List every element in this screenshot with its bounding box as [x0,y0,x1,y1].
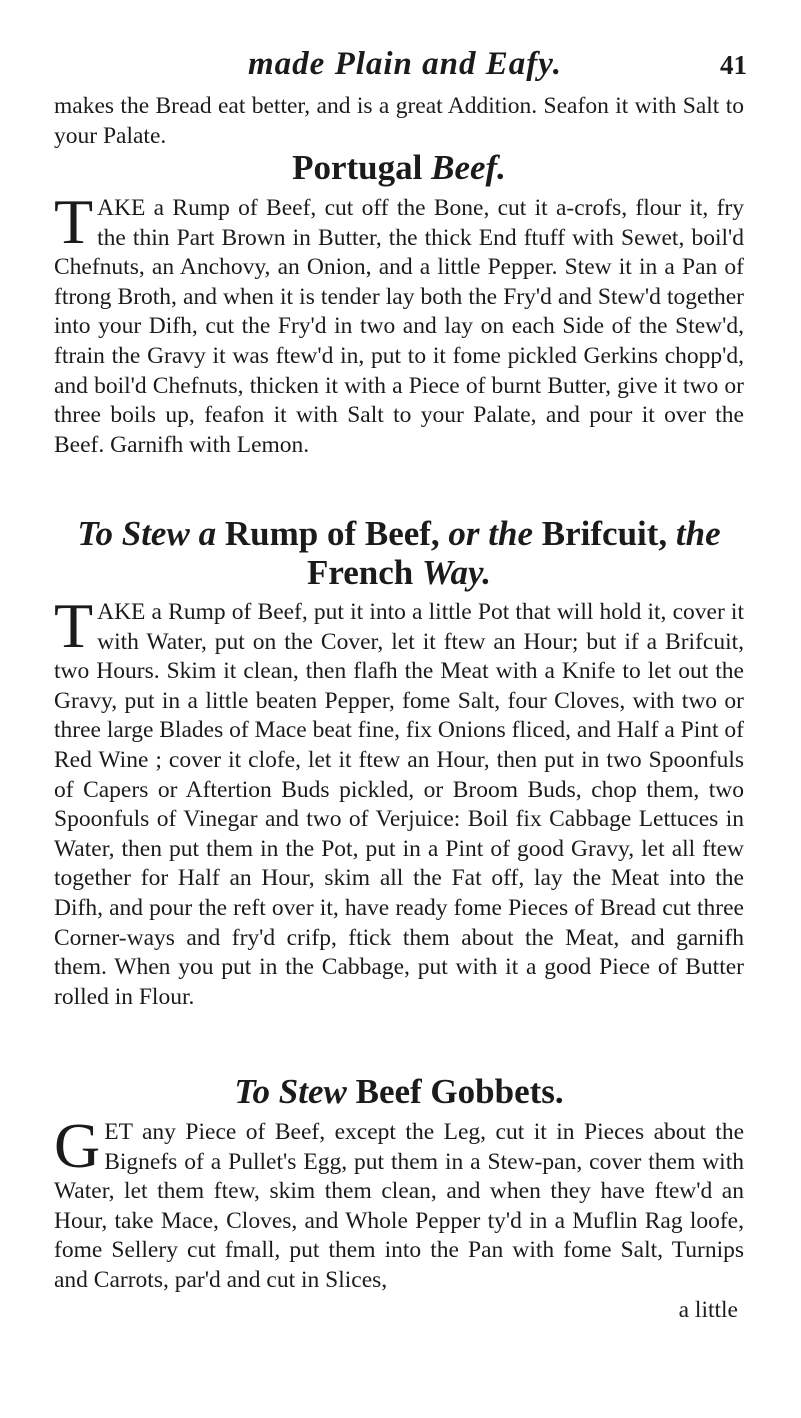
recipe-body [54,590,744,1012]
intro-paragraph-block [54,92,744,151]
heading-part-italic: To Stew a [77,514,225,553]
heading-part-italic: the [675,514,721,553]
drop-cap: T [54,590,94,661]
recipe-heading [54,148,744,188]
recipe-portugal-beef [54,148,744,460]
recipe-heading [54,1072,744,1112]
recipe-text: AKE a Rump of Beef, cut off the Bone, cut it a-crofs, flour it, fry the thin Part Brown in Butter, the thick End ftuff with Sewet, boil'd Chefnuts, an Anchovy, an Onion, and a little Pepper. Stew it in a Pan of ftrong Broth, and when it is tender lay both the Fry'd and Stew'd together into your Difh, cut the Fry'd in two and lay on each Side of the Stew'd, ftrain the Gravy it was ftew'd in, put to it fome pickled Gerkins chopp'd, and boil'd Chefnuts, thicken it with a Piece of burnt Butter, give it two or three boils up, feafon it with Salt to your Palate, and pour it over the Beef. Garnifh with Lemon. [54,195,744,458]
running-head-title: made Plain and Eafy. [248,46,562,82]
recipe-body [54,186,744,460]
recipe-heading [54,514,744,592]
recipe-body [54,1110,744,1296]
drop-cap: G [54,1110,101,1181]
recipe-text: AKE a Rump of Beef, put it into a little Pot that will hold it, cover it with Water, put on the Cover, let it ftew an Hour; but if a Brifcuit, two Hours. Skim it clean, then flafh the Meat with a Knife to let out the Gravy, put in a little beaten Pepper, fome Salt, four Cloves, with two or three large Blades of Mace beat fine, fix Onions fliced, and Half a Pint of Red Wine ; cover it clofe, let it ftew an Hour, then put in two Spoonfuls of Capers or Aftertion Buds pickled, or Broom Buds, chop them, two Spoonfuls of Vinegar and two of Verjuice: Boil fix Cabbage Lettuces in Water, then put them in the Pot, put in a Pint of good Gravy, let all ftew together for Half an Hour, skim all the Fat off, lay the Meat into the Difh, and pour the reft over it, have ready fome Pieces of Bread cut three Corner-ways and fry'd crifp, ftick them about the Meat, and garnifh them. When you put in the Cabbage, put with it a good Piece of Butter rolled in Flour. [54,599,744,1010]
recipe-stew-rump-french-way [54,514,744,1012]
intro-paragraph: makes the Bread eat better, and is a great Addition. Seafon it with Salt to your Palate. [54,93,744,149]
recipe-stew-beef-gobbets [54,1072,744,1325]
heading-part: Beef Gobbets. [355,1072,564,1111]
heading-part: Brifcuit, [541,514,676,553]
recipe-text: ET any Piece of Beef, except the Leg, cut it in Pieces about the Bignefs of a Pullet's Egg, put them in a Stew-pan, cover them with Water, let them ftew, skim them clean, and when they have ftew'd an Hour, take Mace, Cloves, and Whole Pepper ty'd in a Muflin Rag loofe, fome Sellery cut fmall, put them into the Pan with fome Salt, Turnips and Carrots, par'd and cut in Slices, [54,1119,744,1293]
catchword: a little [678,1296,738,1323]
page-number: 41 [720,50,747,80]
heading-part: Rump of Beef, [224,514,449,553]
heading-part-italic: To Stew [234,1072,356,1111]
heading-part-italic: Beef. [431,148,506,187]
heading-part: Portugal [292,148,432,187]
heading-part-italic: Way. [422,553,492,592]
heading-part: French [306,553,423,592]
drop-cap: T [54,186,94,257]
running-head [0,46,801,86]
heading-part-italic: or the [448,514,542,553]
